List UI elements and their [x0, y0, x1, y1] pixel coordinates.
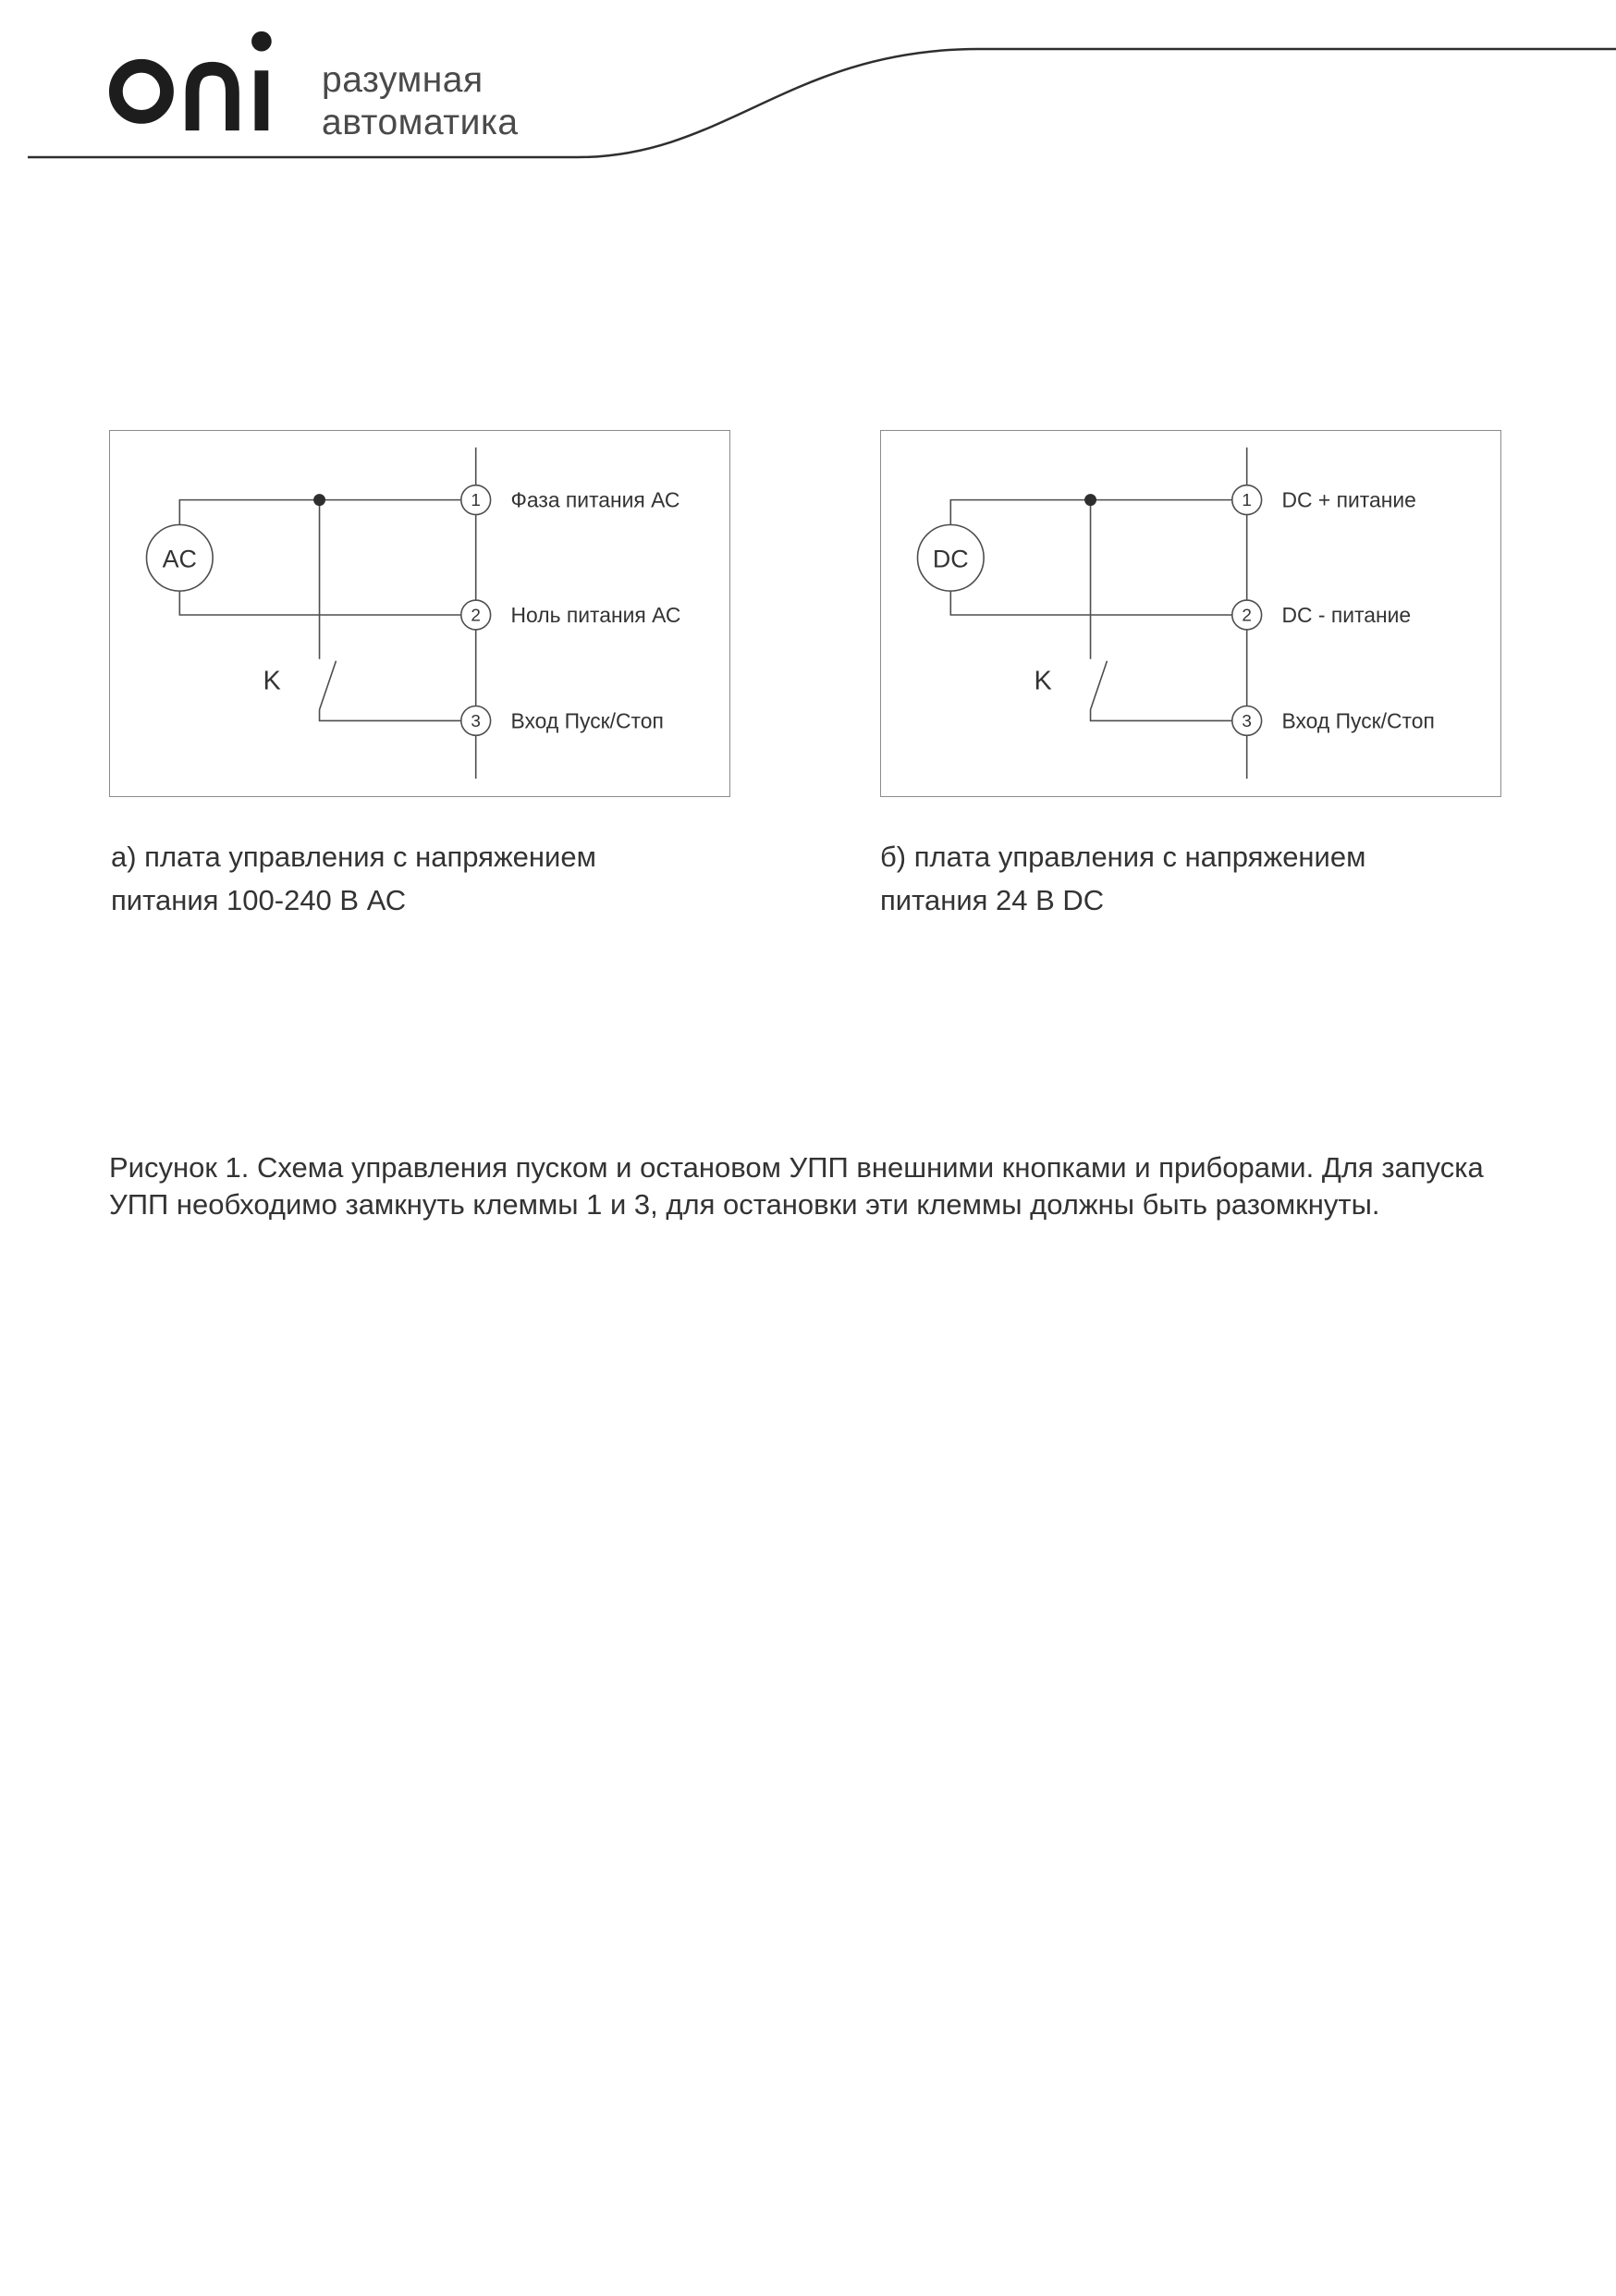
junction-dot: [1084, 494, 1096, 506]
diagram-box-dc: [880, 430, 1501, 797]
terminal-2-number: 2: [1242, 606, 1252, 626]
wire-phase: [179, 500, 475, 525]
terminal-1-label: Фаза питания АС: [510, 487, 680, 512]
caption-a-line-2: питания 100-240 В АС: [111, 884, 407, 916]
wire-start-stop: [1091, 709, 1247, 720]
wire-dc-minus: [950, 591, 1246, 615]
logo-letter-i-dot: [251, 31, 272, 52]
wire-neutral: [179, 591, 475, 615]
logo-letter-o: [116, 66, 166, 117]
terminal-1-number: 1: [1242, 491, 1252, 511]
terminal-1-label: DC + питание: [1281, 487, 1416, 512]
caption-diagram-a: [111, 835, 758, 922]
terminal-3-number: 3: [1242, 711, 1252, 731]
terminal-2-label: DC - питание: [1281, 602, 1412, 627]
junction-dot: [313, 494, 325, 506]
caption-a-line-1: а) плата управления с напряжением: [111, 841, 596, 873]
source-label: AC: [162, 545, 197, 573]
terminal-3-number: 3: [471, 711, 481, 731]
terminal-3-label: Вход Пуск/Стоп: [510, 708, 664, 733]
logo-letter-n: [192, 68, 232, 130]
source-label: DC: [932, 545, 969, 573]
caption-diagram-b: [880, 835, 1527, 922]
wire-start-stop: [320, 709, 476, 720]
figure-caption: Рисунок 1. Схема управления пуском и остановом УПП внешними кнопками и приборами. Для запуска УПП необходимо замкнуть клеммы 1 и 3, для остановки эти клеммы должны быть разомкнуты.: [109, 1151, 1484, 1221]
oni-logo: [104, 23, 288, 141]
tagline-line-1: разумная: [322, 60, 484, 100]
logo-tagline: [322, 59, 519, 144]
terminal-1-number: 1: [471, 491, 481, 511]
terminal-2-number: 2: [471, 606, 481, 626]
switch-label: K: [263, 666, 281, 696]
circuit-ac: [110, 431, 729, 796]
terminal-2-label: Ноль питания АС: [510, 602, 681, 627]
terminal-3-label: Вход Пуск/Стоп: [1281, 708, 1435, 733]
circuit-dc: [881, 431, 1500, 796]
switch-label: K: [1034, 666, 1052, 696]
caption-b-line-2: питания 24 В DC: [880, 884, 1105, 916]
wire-dc-plus: [950, 500, 1246, 525]
tagline-line-2: автоматика: [322, 103, 519, 142]
diagram-box-ac: [109, 430, 730, 797]
switch-blade: [320, 661, 337, 710]
switch-blade: [1091, 661, 1108, 710]
caption-b-line-1: б) плата управления с напряжением: [880, 841, 1366, 873]
